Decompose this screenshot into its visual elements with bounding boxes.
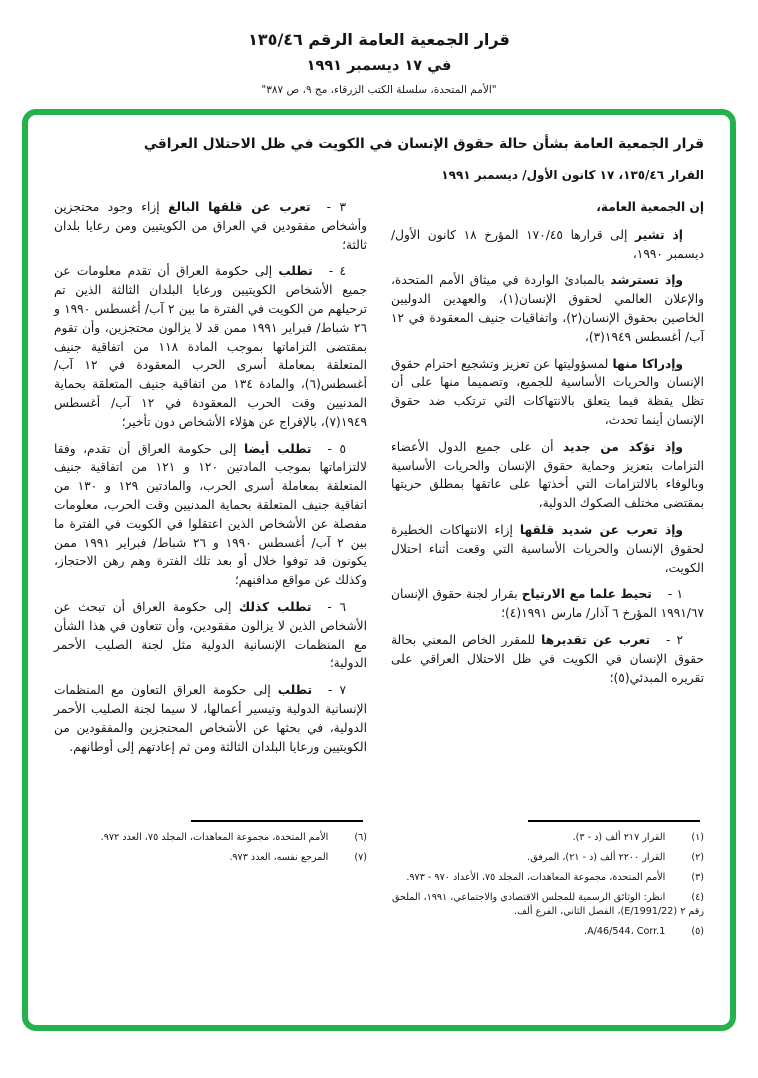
paragraph-number: ٤ - (328, 264, 346, 279)
paragraph-text: إزاء وجود محتجزين وأشخاص مفقودين في العراق من الكويتيين ومن رعايا بلدان ثالثة؛ (54, 200, 367, 252)
paragraph-lead: تطلب (278, 264, 313, 279)
footnote-text: القرار ٢١٧ ألف (د - ٣). (572, 832, 666, 843)
paragraph-text: إلى حكومة العراق أن تقدم، وفقا لالتزاماتها بموجب المادتين ١٢٠ و ١٢١ من اتفاقية جنيف المتعلقة بمعاملة أسرى الحرب، والمادتين ١٢٩ و ١٣٠ من اتفاقية جنيف المتعلقة بحماية المدنيين وقت الحرب، معلومات مفصلة عن الأشخاص الذين اعتقلوا في الكويت في الفترة ما بين ٢ آب/ أغسطس ١٩٩٠ و ٢٦ شباط/ فبراير ١٩٩١ ممن يكونون قد توفوا خلال أو بعد تلك الفترة وهم رهن الاحتجاز، وكذلك عن مواقع مدافنهم؛ (54, 441, 368, 588)
paragraph-text: إلى حكومة العراق أن تبحث عن الأشخاص الذين لا يزالون مفقودين، وأن تتعاون في هذا الشأن مع المنظمات الإنسانية الدولية مثل لجنة الصليب الأحمر الدولية؛ (54, 599, 367, 671)
paragraph-number: ٧ - (328, 683, 346, 698)
footnote-number: (٧) (354, 852, 367, 863)
paragraph-lead: تطلب (277, 683, 313, 698)
paragraph-lead: وإدراكا منها (612, 356, 683, 371)
paragraph-lead: وإذ تؤكد من جديد (563, 439, 683, 454)
assembly-heading: إن الجمعية العامة، (596, 200, 704, 214)
footnote-text: A/46/544، Corr.1. (584, 926, 666, 937)
header-date: في ١٧ ديسمبر ١٩٩١ (306, 58, 452, 74)
resolution-subtitle: القرار ١٣٥/٤٦، ١٧ كانون الأول/ ديسمبر ١٩٩١ (441, 168, 704, 182)
paragraph-text: أن على جميع الدول الأعضاء التزامات بتعزيز وحماية حقوق الإنسان والحريات الأساسية وبالوفاء بالالتزامات التي أخذتها على عاتقها بمطلق حريتها بمقتضى مختلف الصكوك الدولية، (391, 439, 704, 511)
footnote-separator (528, 820, 700, 822)
preamble-paragraph-1 (391, 226, 704, 264)
column-right (391, 198, 704, 998)
footnote-number: (٦) (354, 832, 367, 843)
paragraph-text: إلى قرارها ١٧٠/٤٥ المؤرخ ١٨ كانون الأول/ ديسمبر ١٩٩٠، (391, 227, 704, 261)
paragraph-number: ١ - (667, 587, 683, 602)
footnote-text: الأمم المتحدة، مجموعة المعاهدات، المجلد ٧٥، الأعداد ٩٧٠ - ٩٧٣. (406, 872, 666, 883)
paragraph-number: ٣ - (326, 200, 346, 214)
footnote-5 (391, 925, 704, 939)
paragraph-lead: تحيط علما مع الارتياح (521, 587, 652, 602)
column-left (54, 198, 367, 998)
operative-paragraph-3 (54, 198, 367, 254)
operative-paragraph-1 (391, 585, 704, 623)
paragraph-text: بقرار لجنة حقوق الإنسان ١٩٩١/٦٧ المؤرخ ٦ آذار/ مارس ١٩٩١(٤)؛ (391, 587, 704, 621)
footnote-number: (٢) (691, 852, 704, 863)
footnote-text: الأمم المتحدة، مجموعة المعاهدات، المجلد ٧٥، العدد ٩٧٢. (100, 832, 329, 843)
footnote-separator (191, 820, 363, 822)
footnotes-left (54, 820, 367, 871)
paragraph-text: إزاء الانتهاكات الخطيرة لحقوق الإنسان والحريات الأساسية التي وقعت أثناء احتلال الكويت، (391, 522, 704, 575)
paragraph-lead: إذ تشير (635, 227, 683, 242)
paragraph-number: ٦ - (327, 599, 347, 614)
paragraph-number: ٢ - (666, 632, 684, 647)
paragraph-lead: تعرب عن تقديرها (541, 632, 651, 647)
footnote-7 (54, 851, 367, 865)
preamble-paragraph-5 (391, 521, 704, 577)
operative-paragraph-5 (54, 440, 367, 590)
footnote-2 (391, 851, 704, 865)
footnote-number: (١) (691, 832, 704, 843)
footnote-number: (٤) (691, 892, 704, 903)
footnote-text: المرجع نفسه، العدد ٩٧٣. (229, 852, 329, 863)
footnote-number: (٥) (691, 926, 704, 937)
document-frame (22, 109, 736, 1031)
resolution-title: قرار الجمعية العامة بشأن حالة حقوق الإنسان في الكويت في ظل الاحتلال العراقي (143, 136, 704, 152)
operative-paragraph-6 (54, 598, 367, 673)
paragraph-text: لمسؤوليتها عن تعزيز وتشجيع احترام حقوق الإنسان والحريات الأساسية للجميع، وتصميما منها على أن تظل يقظة فيما يتعلق بالانتهاكات التي ترتكب ضد حقوق الإنسان أينما تحدث، (391, 356, 704, 427)
paragraph-text: بالمبادئ الواردة في ميثاق الأمم المتحدة، والإعلان العالمي لحقوق الإنسان(١)، والعهدين الدوليين الخاصين بحقوق الإنسان(٢)، واتفاقيات جنيف المعقودة في ١٢ آب/ أغسطس ١٩٤٩(٣)، (391, 273, 704, 344)
text-columns (54, 198, 704, 998)
preamble-paragraph-2 (391, 271, 704, 346)
document-header (0, 0, 758, 96)
footnote-text: القرار ٢٢٠٠ ألف (د - ٢١)، المرفق. (527, 852, 666, 863)
preamble-paragraph-4 (391, 438, 704, 513)
footnote-6 (54, 831, 367, 845)
preamble-paragraph-3 (391, 355, 704, 430)
header-source-citation: "الأمم المتحدة، سلسلة الكتب الزرقاء، مج ٩، ص ٣٨٧" (261, 84, 497, 96)
paragraph-lead: وإذ تعرب عن شديد قلقها (519, 522, 683, 537)
footnote-3 (391, 871, 704, 885)
header-resolution-number: قرار الجمعية العامة الرقم ١٣٥/٤٦ (248, 30, 510, 49)
footnote-number: (٣) (691, 872, 704, 883)
operative-paragraph-4 (54, 262, 367, 431)
paragraph-text: إلى حكومة العراق التعاون مع المنظمات الإنسانية الدولية وتيسير أعمالها، لا سيما لجنة الصليب الأحمر الدولية، في بحثها عن الأشخاص المحتجزين والمفقودين من الكويتيين ورعايا البلدان الثالثة ومن ثم إعادتهم إلى أوطانهم. (54, 683, 367, 754)
paragraph-lead: تطلب أيضا (243, 441, 312, 456)
footnote-4 (391, 891, 704, 919)
operative-paragraph-2 (391, 631, 704, 687)
paragraph-lead: تطلب كذلك (239, 599, 312, 614)
paragraph-text: للمقرر الخاص المعني بحالة حقوق الإنسان في الكويت في ظل الاحتلال العراقي على تقريره المبدئي(٥)؛ (391, 632, 704, 685)
paragraph-number: ٥ - (327, 441, 346, 456)
footnote-text: انظر: الوثائق الرسمية للمجلس الاقتصادي والاجتماعي، ١٩٩١، الملحق رقم ٢ (E/1991/22)، الفصل الثاني، الفرع ألف. (391, 892, 704, 917)
footnote-1 (391, 831, 704, 845)
paragraph-text: إلى حكومة العراق أن تقدم معلومات عن جميع الأشخاص الكويتيين ورعايا البلدان الثالثة الذين تم ترحيلهم من الكويت في الفترة ما بين ٢ آب/ أغسطس ١٩٩٠ و ٢٦ شباط/ فبراير ١٩٩١ ممن قد لا يزالون محتجزين، وأن تقوم بمقتضى التزاماتها بموجب المادة ١١٨ من اتفاقية جنيف المتعلقة بمعاملة أسرى الحرب المعقودة في ١٢ آب/ أغسطس(٦)، والمادة ١٣٤ من اتفاقية جنيف المتعلقة بحماية المدنيين وقت الحرب المعقودة في ١٢ آب/ أغسطس ١٩٤٩(٧)، بالإفراج عن هؤلاء الأشخاص دون تأخير؛ (54, 264, 367, 429)
operative-paragraph-7 (54, 681, 367, 756)
footnotes-right (391, 820, 704, 945)
paragraph-lead: وإذ تسترشد (610, 273, 683, 288)
paragraph-lead: تعرب عن قلقها البالغ (168, 200, 311, 214)
